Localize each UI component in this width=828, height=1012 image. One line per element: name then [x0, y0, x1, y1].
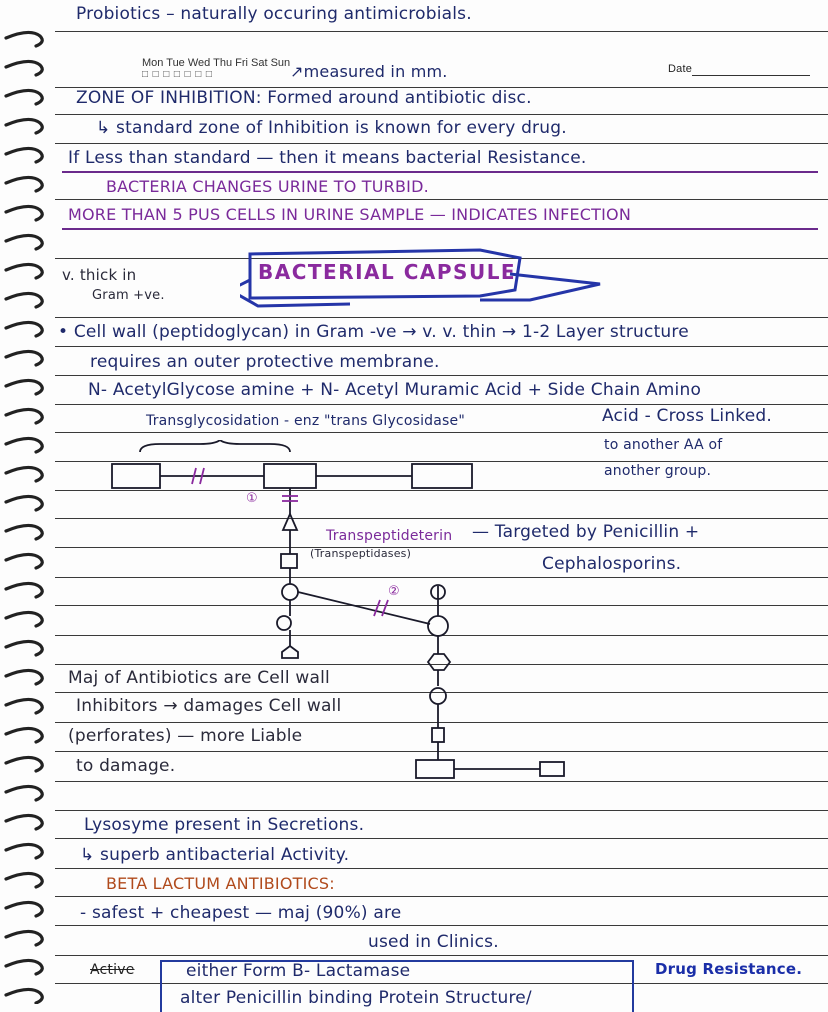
line-inhibitors: Inhibitors → damages Cell wall	[76, 696, 342, 716]
line-cephalosporins: Cephalosporins.	[542, 554, 682, 574]
line-cross-linked: Acid - Cross Linked.	[602, 406, 772, 426]
weekday-boxes	[142, 57, 290, 80]
spiral-ring	[6, 989, 42, 1003]
ruled-line	[55, 317, 828, 318]
line-safest-cheapest: - safest + cheapest — maj (90%) are	[80, 903, 402, 923]
spiral-ring	[6, 467, 42, 481]
line-outer-membrane: requires an outer protective membrane.	[90, 352, 440, 372]
line-targeted-penicillin: — Targeted by Penicillin +	[472, 522, 700, 542]
date-line	[692, 75, 810, 76]
spiral-ring	[6, 322, 42, 336]
date-label: Date	[668, 63, 693, 75]
spiral-ring	[6, 148, 42, 162]
ruled-line	[62, 171, 818, 173]
spiral-ring	[6, 670, 42, 684]
ruled-line	[55, 404, 828, 405]
spiral-ring	[6, 90, 42, 104]
line-lysosyme: Lysosyme present in Secretions.	[84, 815, 365, 835]
spiral-ring	[6, 931, 42, 945]
marker-two: ②	[388, 584, 400, 599]
line-perforates: (perforates) — more Liable	[68, 726, 303, 746]
drug-resistance-label: Drug Resistance.	[655, 960, 803, 978]
ruled-line	[55, 868, 828, 869]
ruled-line	[55, 925, 828, 926]
line-to-damage: to damage.	[76, 756, 176, 776]
spiral-ring	[6, 873, 42, 887]
ruled-line	[55, 143, 828, 144]
spiral-ring	[6, 61, 42, 75]
line-pus-cells: MORE THAN 5 PUS CELLS IN URINE SAMPLE — INDICATES INFECTION	[68, 205, 632, 224]
line-transglycosidation: Transglycosidation - enz "trans Glycosidase"	[146, 413, 465, 429]
spiral-ring	[6, 583, 42, 597]
spiral-ring	[6, 757, 42, 771]
weekday-checkboxes: □□□□□□□	[142, 69, 217, 80]
side-note-thick: v. thick in	[62, 266, 137, 284]
ruled-line	[55, 199, 828, 200]
spiral-ring	[6, 699, 42, 713]
line-measured: ↗measured in mm.	[290, 62, 448, 81]
transpeptidase-sublabel: (Transpeptidases)	[310, 547, 412, 560]
line-beta-lactamase: either Form B- Lactamase	[186, 961, 411, 981]
spiral-ring	[6, 206, 42, 220]
transpeptidase-label: Transpeptideterin	[326, 528, 453, 544]
ruled-line	[55, 955, 828, 956]
page-title: BACTERIAL CAPSULE	[258, 260, 517, 284]
line-cell-wall: • Cell wall (peptidoglycan) in Gram -ve → v. v. thin → 1-2 Layer structure	[58, 322, 689, 342]
ruled-line	[55, 838, 828, 839]
spiral-ring	[6, 728, 42, 742]
line-another-group: another group.	[604, 463, 712, 479]
line-zone-of-inhibition: ZONE OF INHIBITION: Formed around antibiotic disc.	[76, 88, 532, 108]
spiral-ring	[6, 351, 42, 365]
line-another-aa: to another AA of	[604, 437, 723, 453]
spiral-ring	[6, 786, 42, 800]
spiral-ring	[6, 119, 42, 133]
struck-word: Active	[90, 962, 135, 978]
ruled-line	[55, 896, 828, 897]
line-urine-turbid: BACTERIA CHANGES URINE TO TURBID.	[106, 177, 429, 196]
spiral-ring	[6, 844, 42, 858]
spiral-ring	[6, 815, 42, 829]
side-note-gram-positive: Gram +ve.	[92, 288, 165, 303]
spiral-ring	[6, 960, 42, 974]
spiral-ring	[6, 32, 42, 46]
line-standard-zone: ↳ standard zone of Inhibition is known for every drug.	[96, 118, 567, 138]
line-alter-pbp: alter Penicillin binding Protein Structure/	[180, 988, 532, 1008]
line-maj-antibiotics: Maj of Antibiotics are Cell wall	[68, 668, 330, 688]
weekday-labels: Mon Tue Wed Thu Fri Sat Sun	[142, 57, 291, 69]
marker-one: ①	[246, 491, 258, 506]
spiral-ring	[6, 496, 42, 510]
spiral-binding	[0, 0, 58, 1004]
ruled-line	[55, 432, 828, 433]
line-beta-lactum: BETA LACTUM ANTIBIOTICS:	[106, 874, 335, 893]
spiral-ring	[6, 264, 42, 278]
spiral-ring	[6, 554, 42, 568]
ruled-line	[62, 228, 818, 230]
ruled-line	[55, 375, 828, 376]
spiral-ring	[6, 380, 42, 394]
spiral-ring	[6, 641, 42, 655]
line-used-in-clinics: used in Clinics.	[368, 932, 499, 952]
ruled-line	[55, 810, 828, 811]
spiral-ring	[6, 902, 42, 916]
spiral-ring	[6, 438, 42, 452]
line-probiotics: Probiotics – naturally occuring antimicrobials.	[76, 4, 472, 24]
line-acetyl-glucosamine: N- AcetylGlycose amine + N- Acetyl Muramic Acid + Side Chain Amino	[88, 380, 702, 400]
spiral-ring	[6, 293, 42, 307]
spiral-ring	[6, 177, 42, 191]
spiral-ring	[6, 409, 42, 423]
ruled-line	[55, 114, 828, 115]
ruled-line	[55, 31, 828, 32]
measured-text: measured in mm.	[303, 62, 448, 81]
ruled-line	[55, 346, 828, 347]
spiral-ring	[6, 235, 42, 249]
spiral-ring	[6, 612, 42, 626]
line-less-than-standard: If Less than standard — then it means bacterial Resistance.	[68, 148, 587, 168]
spiral-ring	[6, 525, 42, 539]
line-antibacterial-activity: ↳ superb antibacterial Activity.	[80, 845, 350, 865]
